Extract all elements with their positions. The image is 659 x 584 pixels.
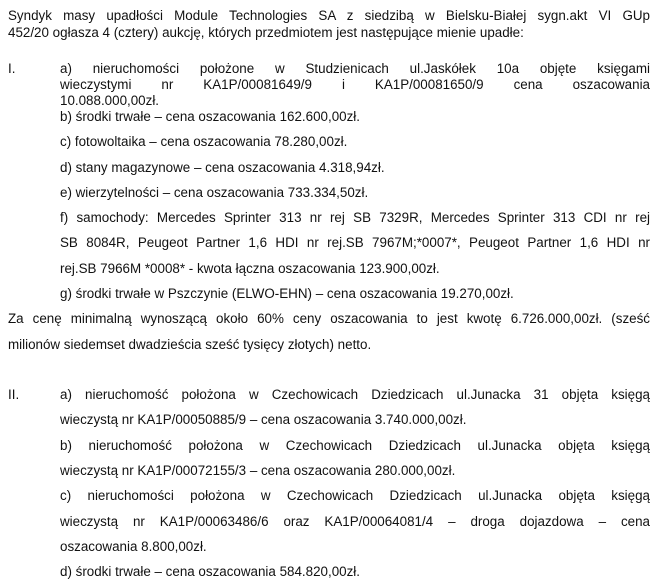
section-1-item-f-line-3: rej.SB 7966M *0008* - kwota łączna oszacowania 123.900,00zł. xyxy=(60,261,440,276)
section-1-item-c: c) fotowoltaika – cena oszacowania 78.280,00zł. xyxy=(60,134,348,149)
section-1-item-b: b) środki trwałe – cena oszacowania 162.600,00zł. xyxy=(60,109,360,124)
section-1-item-g: g) środki trwałe w Pszczynie (ELWO-EHN) – cena oszacowania 19.270,00zł. xyxy=(60,286,514,301)
minimum-price-line-2: milionów siedemset dwadzieścia sześć tysięcy złotych) netto. xyxy=(8,337,372,352)
section-1-item-a-line-3: 10.088.000,00zł. xyxy=(60,93,160,108)
intro-line-1: Syndyk masy upadłości Module Technologies SA z siedzibą w Bielsku-Białej sygn.akt VI GUp xyxy=(8,8,650,23)
intro-line-2: 452/20 ogłasza 4 (cztery) aukcję, których przedmiotem jest następujące mienie upadłe: xyxy=(8,25,524,40)
section-1-number: I. xyxy=(8,61,16,76)
section-2-item-c-line-1: c) nieruchomości położona w Czechowicach Dziedzicach ul.Junacka objęta księgą xyxy=(60,488,650,503)
section-2-item-d: d) środki trwałe – cena oszacowania 584.820,00zł. xyxy=(60,564,360,579)
section-2-item-b-line-2: wieczystą nr KA1P/00072155/3 – cena oszacowania 280.000,00zł. xyxy=(60,463,456,478)
section-2-number: II. xyxy=(8,387,20,402)
section-1-item-a-line-1: a) nieruchomości położone w Studzienicach ul.Jaskółek 10a objęte księgami xyxy=(60,61,650,76)
section-1-item-a-line-2: wieczystymi nr KA1P/00081649/9 i KA1P/00081650/9 cena oszacowania xyxy=(60,77,650,92)
section-2-item-c-line-3: oszacowania 8.800,00zł. xyxy=(60,539,207,554)
section-1-item-f-line-1: f) samochody: Mercedes Sprinter 313 nr rej SB 7329R, Mercedes Sprinter 313 CDI nr rej xyxy=(60,210,650,225)
section-2-item-c-line-2: wieczystą nr KA1P/00063486/6 oraz KA1P/00064081/4 – droga dojazdowa – cena xyxy=(60,514,650,529)
section-2-item-b-line-1: b) nieruchomość położona w Czechowicach Dziedzicach ul.Junacka objęta księgą xyxy=(60,438,650,453)
section-1-item-e: e) wierzytelności – cena oszacowania 733.334,50zł. xyxy=(60,185,369,200)
section-1-item-f-line-2: SB 8084R, Peugeot Partner 1,6 HDI nr rej.SB 7967M;*0007*, Peugeot Partner 1,6 HDI nr xyxy=(60,235,650,250)
minimum-price-line-1: Za cenę minimalną wynoszącą około 60% ceny oszacowania to jest kwotę 6.726.000,00zł. (sześć xyxy=(8,311,650,326)
section-2-item-a-line-2: wieczystą nr KA1P/00050885/9 – cena oszacowania 3.740.000,00zł. xyxy=(60,412,467,427)
section-2-item-a-line-1: a) nieruchomość położona w Czechowicach Dziedzicach ul.Junacka 31 objęta księgą xyxy=(60,387,650,402)
section-1-item-d: d) stany magazynowe – cena oszacowania 4.318,94zł. xyxy=(60,160,385,175)
